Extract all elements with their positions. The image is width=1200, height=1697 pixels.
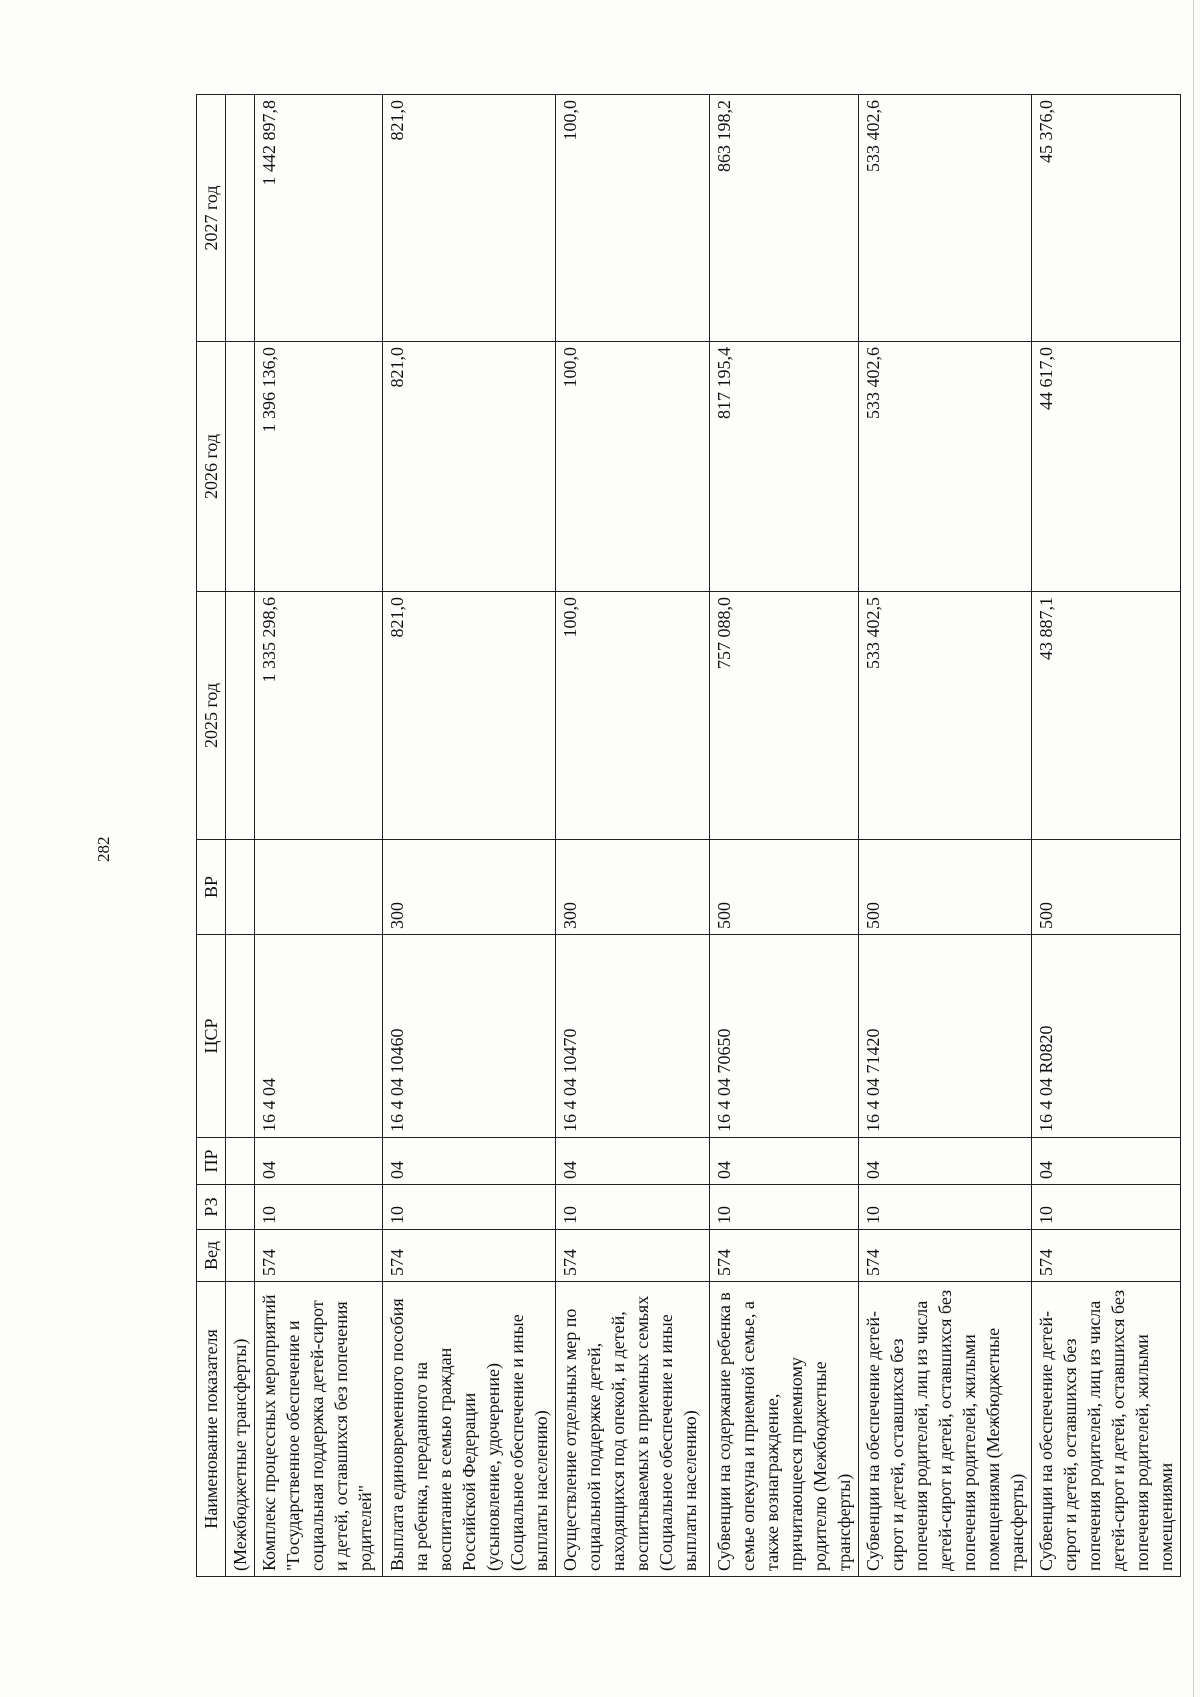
row-2027: 533 402,6	[859, 95, 1032, 342]
row-2026: 1 396 136,0	[255, 342, 383, 592]
row-ved: 574	[556, 1230, 710, 1282]
row-rz: 10	[710, 1185, 859, 1230]
row-pr: 04	[255, 1138, 383, 1185]
row-pr: 04	[710, 1138, 859, 1185]
row-vr: 300	[556, 840, 710, 935]
row-2026: 821,0	[383, 342, 556, 592]
row-ved: 574	[1032, 1230, 1181, 1282]
row-name: Субвенции на обеспечение детей-сирот и детей, оставшихся без попечения родителей, лиц из числа детей-сирот и детей, оставшихся без попечения родителей, жилыми помещениями (Межбюджетные трансферты)	[859, 1282, 1032, 1577]
header-name: Наименование показателя	[197, 1282, 226, 1577]
row-ved: 574	[383, 1230, 556, 1282]
row-2026: 817 195,4	[710, 342, 859, 592]
table-row	[859, 95, 1032, 1577]
table-row-continuation	[226, 95, 255, 1577]
row-name: Субвенции на содержание ребенка в семье опекуна и приемной семье, а также вознаграждение, причитающееся приемному родителю (Межбюджетные трансферты)	[710, 1282, 859, 1577]
header-csr: ЦСР	[197, 935, 226, 1138]
row-vr	[255, 840, 383, 935]
row-name: Комплекс процессных мероприятий "Государственное обеспечение и социальная поддержка детей-сирот и детей, оставшихся без попечения родителей"	[255, 1282, 383, 1577]
header-vr: ВР	[197, 840, 226, 935]
table-header-row	[197, 95, 226, 1577]
row-rz: 10	[1032, 1185, 1181, 1230]
header-2027: 2027 год	[197, 95, 226, 342]
row-csr: 16 4 04 71420	[859, 935, 1032, 1138]
row-vr: 500	[710, 840, 859, 935]
row-ved: 574	[255, 1230, 383, 1282]
header-2025: 2025 год	[197, 592, 226, 840]
row-2027: 1 442 897,8	[255, 95, 383, 342]
page-number: 282	[94, 836, 113, 862]
header-pr: ПР	[197, 1138, 226, 1185]
row-2027: 863 198,2	[710, 95, 859, 342]
row-2025: 100,0	[556, 592, 710, 840]
row-name: Осуществление отдельных мер по социальной поддержке детей, находящихся под опекой, и детей, воспитываемых в приемных семьях (Социальное обеспечение и иные выплаты населению)	[556, 1282, 710, 1577]
row-2026: 44 617,0	[1032, 342, 1181, 592]
row-2027: 100,0	[556, 95, 710, 342]
row-pr: 04	[1032, 1138, 1181, 1185]
row-ved: 574	[859, 1230, 1032, 1282]
row-csr: 16 4 04 R0820	[1032, 935, 1181, 1138]
row-2026: 100,0	[556, 342, 710, 592]
row-pr: 04	[556, 1138, 710, 1185]
row-csr: 16 4 04 70650	[710, 935, 859, 1138]
row-rz: 10	[383, 1185, 556, 1230]
row-2027: 821,0	[383, 95, 556, 342]
row-name: Субвенции на обеспечение детей-сирот и детей, оставшихся без попечения родителей, лиц из числа детей-сирот и детей, оставшихся без попечения родителей, жилыми помещениями	[1032, 1282, 1181, 1577]
row-2025: 757 088,0	[710, 592, 859, 840]
row-csr: 16 4 04 10470	[556, 935, 710, 1138]
rotated-table-container	[196, 95, 1176, 1577]
row-rz: 10	[255, 1185, 383, 1230]
row-pr: 04	[383, 1138, 556, 1185]
budget-table	[196, 94, 1181, 1577]
row-2026: 533 402,6	[859, 342, 1032, 592]
row-2025: 1 335 298,6	[255, 592, 383, 840]
row-2025: 821,0	[383, 592, 556, 840]
row-rz: 10	[859, 1185, 1032, 1230]
row-csr: 16 4 04 10460	[383, 935, 556, 1138]
row-2025: 533 402,5	[859, 592, 1032, 840]
table-row	[556, 95, 710, 1577]
scan-edge-line	[1193, 0, 1194, 1697]
continuation-text: (Межбюджетные трансферты)	[226, 1282, 255, 1577]
table-row	[383, 95, 556, 1577]
header-rz: РЗ	[197, 1185, 226, 1230]
row-vr: 300	[383, 840, 556, 935]
row-ved: 574	[710, 1230, 859, 1282]
row-2027: 45 376,0	[1032, 95, 1181, 342]
table-row	[1032, 95, 1181, 1577]
header-2026: 2026 год	[197, 342, 226, 592]
row-2025: 43 887,1	[1032, 592, 1181, 840]
row-vr: 500	[859, 840, 1032, 935]
row-csr: 16 4 04	[255, 935, 383, 1138]
header-ved: Вед	[197, 1230, 226, 1282]
row-vr: 500	[1032, 840, 1181, 935]
row-name: Выплата единовременного пособия на ребенка, переданного на воспитание в семью граждан Российской Федерации (усыновление, удочерение) (Социальное обеспечение и иные выплаты населению)	[383, 1282, 556, 1577]
table-row	[710, 95, 859, 1577]
row-rz: 10	[556, 1185, 710, 1230]
row-pr: 04	[859, 1138, 1032, 1185]
table-row	[255, 95, 383, 1577]
